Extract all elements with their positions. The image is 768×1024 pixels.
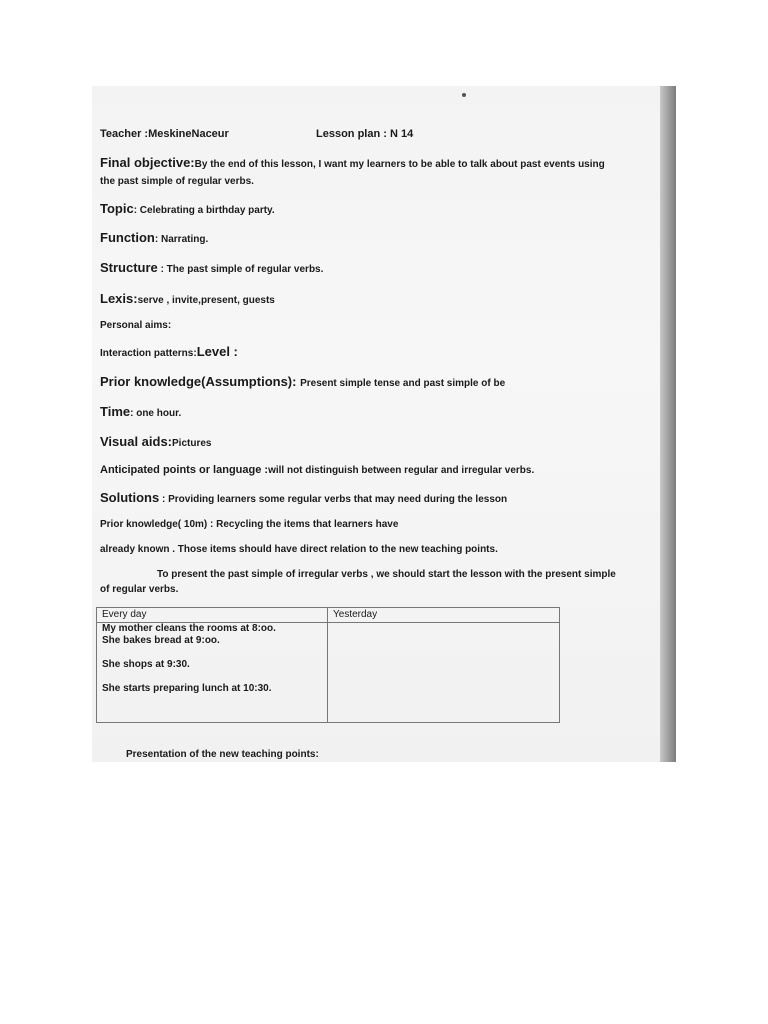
visual-text: Pictures (172, 438, 212, 449)
present-line-2: of regular verbs. (100, 584, 179, 595)
topic-label: Topic (100, 201, 134, 216)
comparison-table (96, 607, 560, 723)
prior-text: Present simple tense and past simple of be (300, 378, 506, 389)
col-header-yesterday: Yesterday (328, 608, 560, 623)
topic-text: : Celebrating a birthday party. (133, 205, 275, 216)
teacher-name: Teacher :MeskineNaceur (100, 128, 229, 140)
time (100, 405, 181, 421)
interaction-patterns (100, 345, 238, 361)
already-known: already known . Those items should have direct relation to the new teaching points. (100, 544, 498, 555)
structure (100, 261, 323, 277)
time-text: : one hour. (130, 408, 182, 419)
visual-aids (100, 435, 211, 451)
final-objective-label: Final objective: (100, 155, 195, 170)
function (100, 231, 208, 247)
present-line-1: To present the past simple of irregular verbs , we should start the lesson with the present simple (157, 569, 616, 580)
interaction-label: Interaction patterns: (100, 348, 197, 359)
time-label: Time (100, 404, 131, 419)
every-day-cell (97, 623, 328, 723)
solutions (100, 491, 507, 507)
topic (100, 202, 275, 218)
solutions-label: Solutions (100, 490, 160, 505)
anticipated-label: Anticipated points or language : (100, 464, 269, 476)
page-shadow-edge (660, 86, 676, 762)
lexis-text: serve , invite,present, guests (137, 295, 275, 306)
lexis (100, 292, 275, 308)
prior-knowledge-10m: Prior knowledge( 10m) : Recycling the items that learners have (100, 519, 399, 530)
visual-label: Visual aids: (100, 434, 173, 449)
personal-aims: Personal aims: (100, 320, 172, 331)
level-label: Level : (196, 344, 238, 359)
prior-knowledge-assumptions (100, 375, 505, 391)
yesterday-cell (328, 623, 560, 723)
structure-text: : The past simple of regular verbs. (157, 264, 324, 275)
lexis-label: Lexis: (100, 291, 138, 306)
function-text: : Narrating. (154, 234, 209, 245)
table-row: She bakes bread at 9:oo. (102, 635, 220, 646)
anticipated-text: will not distinguish between regular and irregular verbs. (268, 465, 535, 476)
solutions-text: : Providing learners some regular verbs that may need during the lesson (159, 494, 508, 505)
anticipated-points (100, 463, 534, 478)
prior-label: Prior knowledge(Assumptions): (100, 374, 301, 389)
final-objective-text: By the end of this lesson, I want my learners to be able to talk about past events using (194, 159, 605, 170)
presentation-heading: Presentation of the new teaching points: (126, 749, 319, 760)
final-objective-text-2: the past simple of regular verbs. (100, 176, 254, 187)
table-row: She starts preparing lunch at 10:30. (102, 683, 272, 694)
speck (462, 93, 466, 97)
table-row: My mother cleans the rooms at 8:oo. (102, 623, 276, 634)
structure-label: Structure (100, 260, 158, 275)
function-label: Function (100, 230, 155, 245)
final-objective (100, 156, 605, 172)
col-header-every-day: Every day (97, 608, 328, 623)
table-row: She shops at 9:30. (102, 659, 190, 670)
lesson-plan-number: Lesson plan : N 14 (316, 128, 414, 140)
